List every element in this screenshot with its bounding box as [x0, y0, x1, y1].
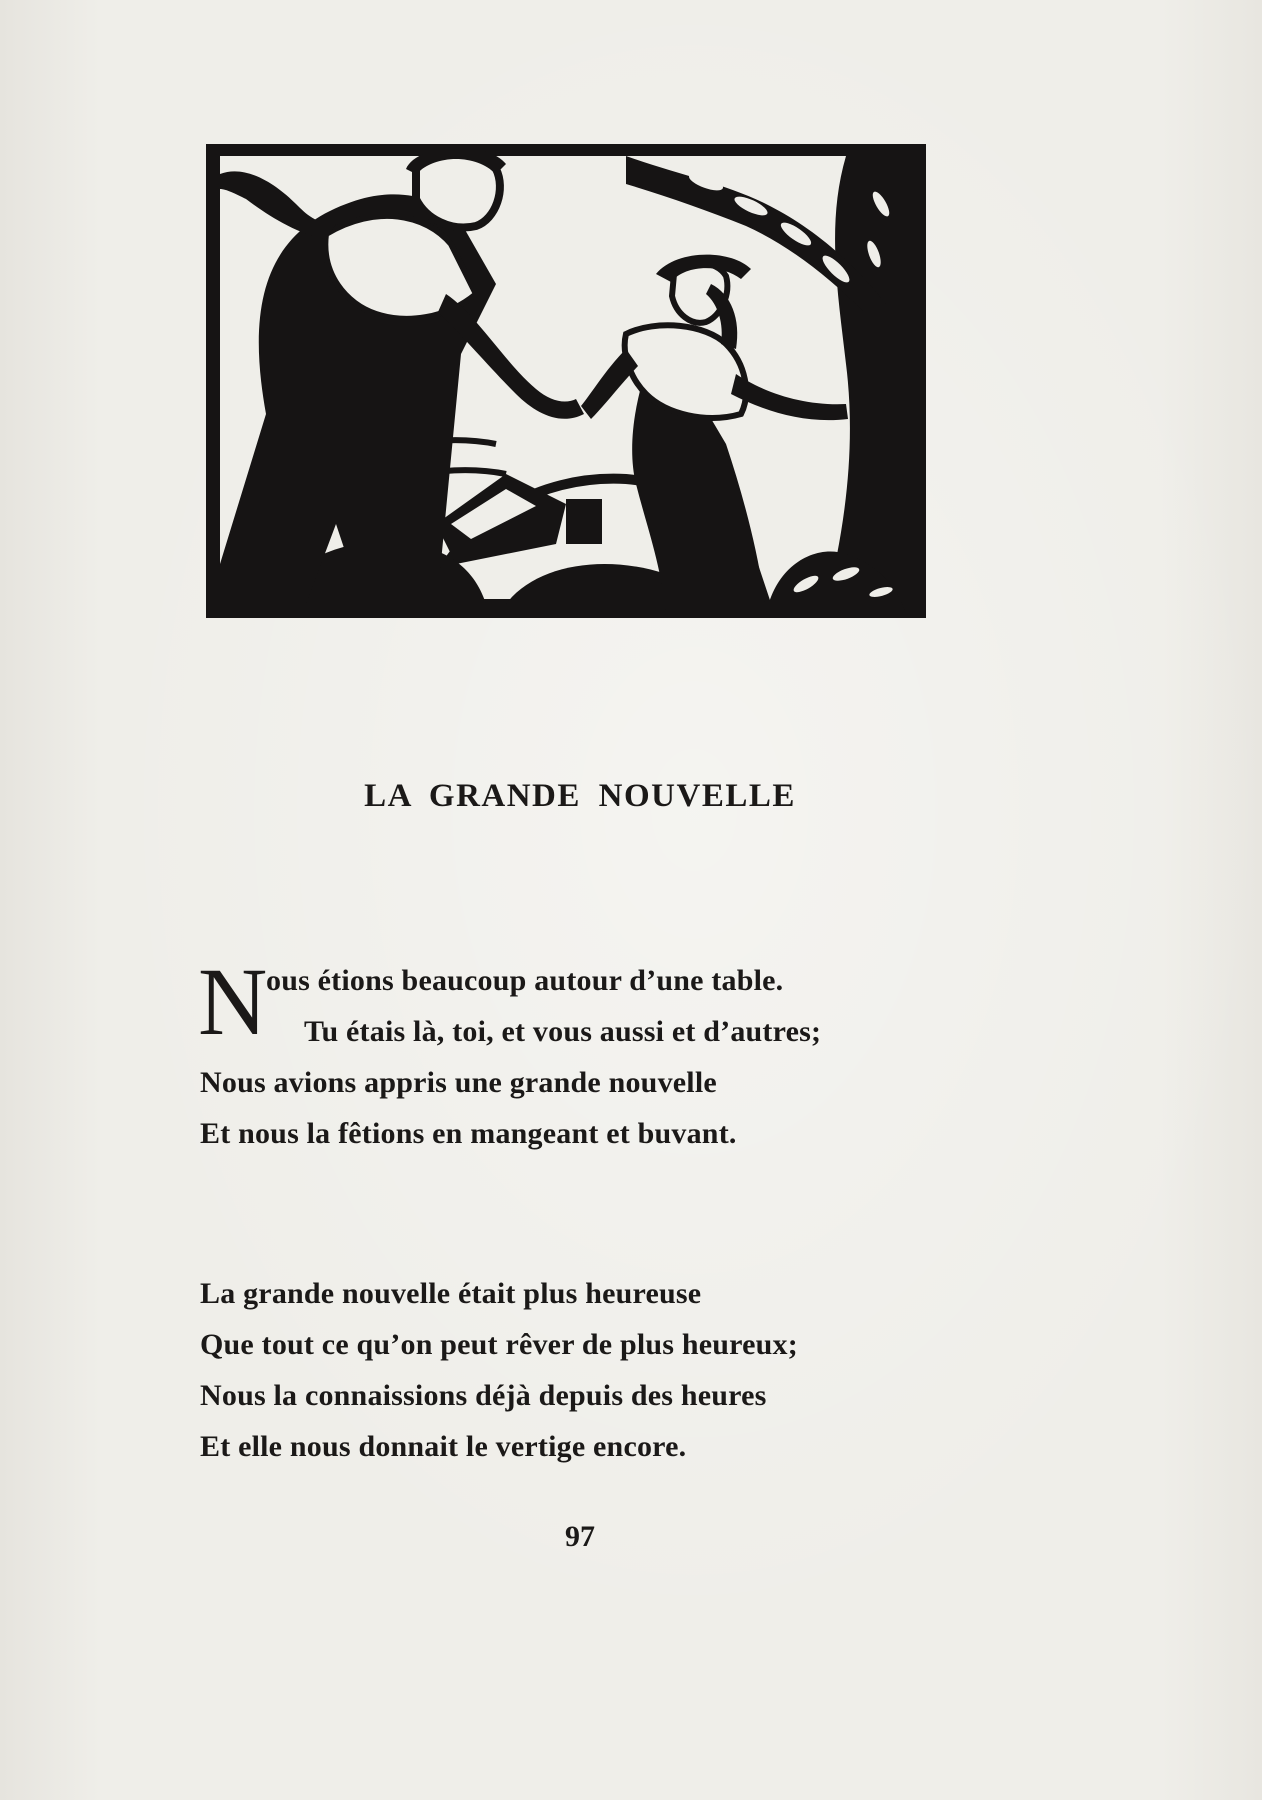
stanza-2 [200, 1268, 798, 1472]
stanza-1 [198, 948, 822, 1159]
stanza-2-line-2: Que tout ce qu’on peut rêver de plus heureux; [200, 1328, 798, 1361]
stanza-1-line-2: Tu étais là, toi, et vous aussi et d’autres; [304, 1015, 822, 1048]
poem-title: LA GRANDE NOUVELLE [364, 778, 796, 814]
stanza-1-line-4: Et nous la fêtions en mangeant et buvant. [200, 1117, 737, 1150]
stanza-2-line-1: La grande nouvelle était plus heureuse [200, 1277, 702, 1310]
woodcut-illustration-icon [206, 144, 926, 618]
stanza-2-line-3: Nous la connaissions déjà depuis des heures [200, 1379, 767, 1412]
page-number: 97 [565, 1520, 595, 1553]
stanza-2-line-4: Et elle nous donnait le vertige encore. [200, 1430, 687, 1463]
stanza-1-line-1-text: ous étions beaucoup autour d’une table. [266, 964, 784, 997]
drop-cap: N [198, 948, 268, 1055]
stanza-1-line-3: Nous avions appris une grande nouvelle [200, 1066, 717, 1099]
